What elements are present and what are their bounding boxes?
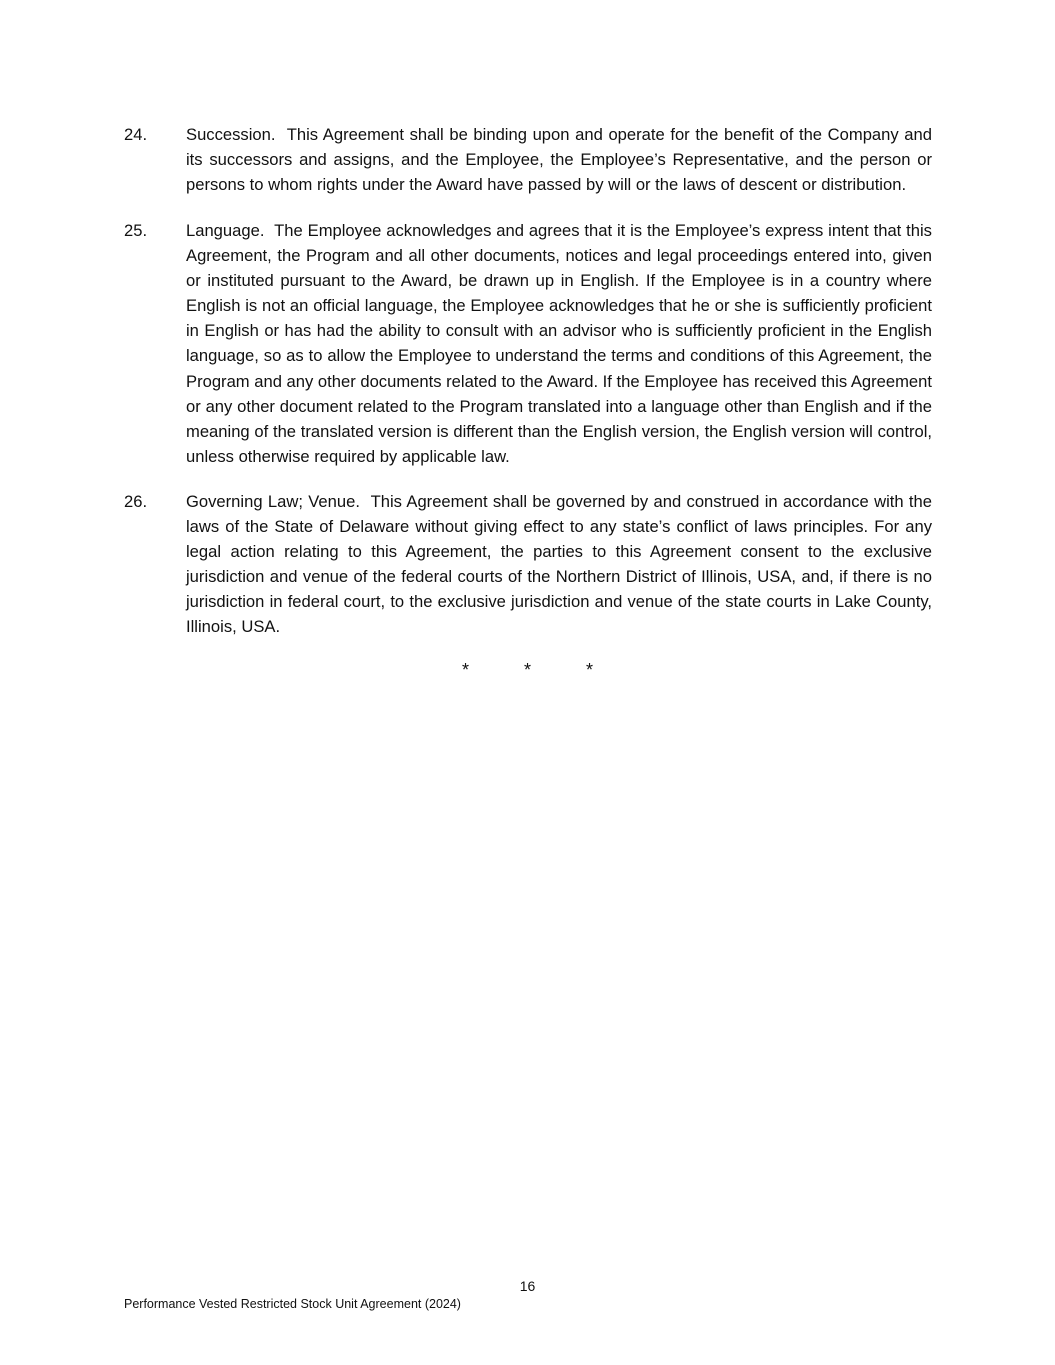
end-separator xyxy=(0,660,1055,681)
section-number: 26. xyxy=(124,492,148,511)
section-24 xyxy=(124,122,932,197)
separator-star: * xyxy=(461,660,469,680)
footer-document-title: Performance Vested Restricted Stock Unit Agreement (2024) xyxy=(124,1297,461,1311)
section-body xyxy=(186,218,932,469)
section-number: 25. xyxy=(124,221,148,240)
page-number: 16 xyxy=(519,1278,536,1294)
section-heading: Governing Law; Venue. xyxy=(186,492,360,511)
separator-star: * xyxy=(523,660,531,680)
section-heading: Succession. xyxy=(186,125,276,144)
section-number: 24. xyxy=(124,125,148,144)
separator-star: * xyxy=(585,660,593,680)
section-heading: Language. xyxy=(186,221,265,240)
section-text: The Employee acknowledges and agrees that it is the Employee’s express intent that this Agreement, the Program and all other documents, notices and legal proceedings entered into, given or instituted pursuant to the Award, be drawn up in English. If the Employee is in a country where English is not an official language, the Employee acknowledges that he or she is sufficiently proficient in English or has had the ability to consult with an advisor who is sufficiently proficient in the English language, so as to allow the Employee to understand the terms and conditions of this Agreement, the Program and any other documents related to the Award. If the Employee has received this Agreement or any other document related to the Program translated into a language other than English and if the meaning of the translated version is different than the English version, the English version will control, unless otherwise required by applicable law. xyxy=(186,221,932,466)
section-25 xyxy=(124,218,932,469)
section-text: This Agreement shall be governed by and construed in accordance with the laws of the State of Delaware without giving effect to any state’s conflict of laws principles. For any legal action relating to this Agreement, the parties to this Agreement consent to the exclusive jurisdiction and venue of the federal courts of the Northern District of Illinois, USA, and, if there is no jurisdiction in federal court, to the exclusive jurisdiction and venue of the state courts in Lake County, Illinois, USA. xyxy=(186,492,932,637)
section-body xyxy=(186,122,932,197)
section-26 xyxy=(124,489,932,640)
section-body xyxy=(186,489,932,640)
section-text: This Agreement shall be binding upon and operate for the benefit of the Company and its successors and assigns, and the Employee, the Employee’s Representative, and the person or persons to whom rights under the Award have passed by will or the laws of descent or distribution. xyxy=(186,125,932,195)
